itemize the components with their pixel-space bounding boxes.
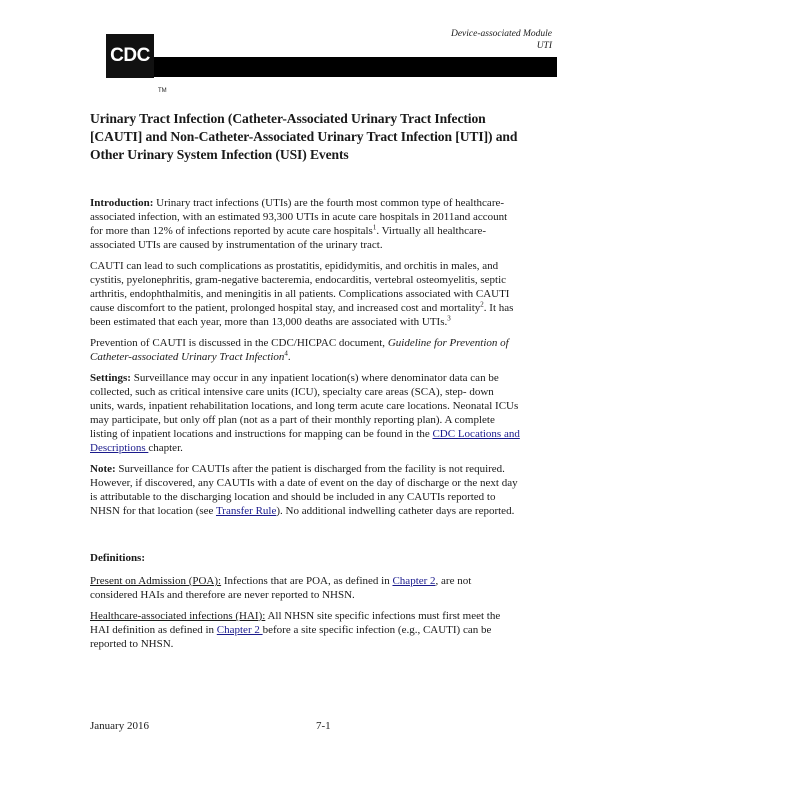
cauti-paragraph (90, 259, 520, 329)
intro-text: Urinary tract infections (UTIs) are the fourth most common type of healthcare-associated infection, with an estimated 93,300 UTIs in acute care hospitals in 2011and account for more than 12% of infections reported by acute care hospitals (90, 197, 508, 237)
poa-definition (90, 574, 520, 602)
transfer-rule-link[interactable]: Transfer Rule (215, 505, 277, 517)
ref-3: 3 (447, 314, 451, 323)
note-text: Surveillance for CAUTIs after the patient is discharged from the facility is not required. However, if discovered, any CAUTIs with a date of event on the day of discharge or the next day is attributable to the discharging location and should be included in any CAUTIs reported to NHSN for that location (see (90, 463, 518, 517)
hai-term: Healthcare-associated infections (HAI): (90, 610, 266, 622)
hai-end: before a site specific infection (e.g., CAUTI) can be reported to NHSN. (90, 624, 492, 650)
note-end: ). No additional indwelling catheter days are reported. (276, 505, 515, 517)
hai-definition (90, 609, 520, 651)
ref-2: 2 (480, 300, 484, 309)
cdc-logo (106, 34, 154, 78)
note-paragraph (90, 462, 520, 518)
poa-end: , are not considered HAIs and therefore are never reported to NHSN. (90, 575, 472, 601)
footer-date: January 2016 (90, 720, 149, 732)
hai-text: All NHSN site specific infections must first meet the HAI definition as defined in (90, 610, 501, 636)
page-title: Urinary Tract Infection (Catheter-Associated Urinary Tract Infection [CAUTI] and Non-Catheter-Associated Urinary Tract Infection [UTI]) and Other Urinary System Infection (USI) Events (90, 111, 518, 162)
note-label: Note: (90, 463, 116, 475)
page-number: 7-1 (316, 720, 331, 732)
poa-text: Infections that are POA, as defined in (221, 575, 393, 587)
settings-paragraph (90, 371, 520, 455)
cdc-locations-link[interactable]: CDC Locations and Descriptions (90, 428, 520, 454)
cauti-text-2: . It has been estimated that each year, more than 13,000 deaths are associated with UTIs. (90, 302, 514, 328)
definitions-heading: Definitions: (90, 552, 145, 564)
module-header (451, 28, 552, 52)
prevention-end: . (287, 351, 291, 363)
cdc-logo-text: CDC (110, 45, 150, 66)
guideline-title: Guideline for Prevention of Catheter-associated Urinary Tract Infection (90, 337, 509, 363)
cauti-text: CAUTI can lead to such complications as prostatitis, epididymitis, and orchitis in males, and cystitis, pyelonephritis, gram-negative bacteremia, endocarditis, vertebral osteomyelitis, septic arthritis, endophthalmitis, and meningitis in all patients. Complications associated with CAUTI cause discomfort to the patient, prolonged hospital stay, and increased cost and mortality (90, 260, 510, 314)
header-bar (106, 57, 557, 77)
module-short: UTI (536, 41, 552, 51)
settings-label: Settings: (90, 372, 131, 384)
ref-1: 1 (372, 223, 377, 232)
intro-paragraph (90, 196, 520, 252)
document-body (90, 110, 520, 658)
cdc-trademark: TM (158, 88, 167, 94)
poa-term: Present on Admission (POA): (90, 575, 222, 587)
chapter-2-link-2[interactable]: Chapter 2 (216, 624, 263, 636)
module-name: Device-associated Module (450, 29, 552, 39)
prevention-text: Prevention of CAUTI is discussed in the CDC/HICPAC document, (90, 337, 388, 349)
settings-text: Surveillance may occur in any inpatient location(s) where denominator data can be collected, such as critical intensive care units (ICU), specialty care areas (SCA), step- down units, wards, inpatient rehabilitation locations, and long term acute care locations. Neonatal ICUs may participate, but only off plan (not as a part of their monthly reporting plan). A complete listing of inpatient locations and instructions for mapping can be found in the (90, 372, 519, 440)
ref-4: 4 (284, 349, 288, 358)
chapter-2-link[interactable]: Chapter 2 (392, 575, 436, 587)
settings-end: chapter. (148, 442, 183, 454)
prevention-paragraph (90, 336, 520, 364)
intro-text-2: . Virtually all healthcare-associated UTIs are caused by instrumentation of the urinary tract. (90, 225, 487, 251)
intro-label: Introduction: (90, 197, 154, 209)
